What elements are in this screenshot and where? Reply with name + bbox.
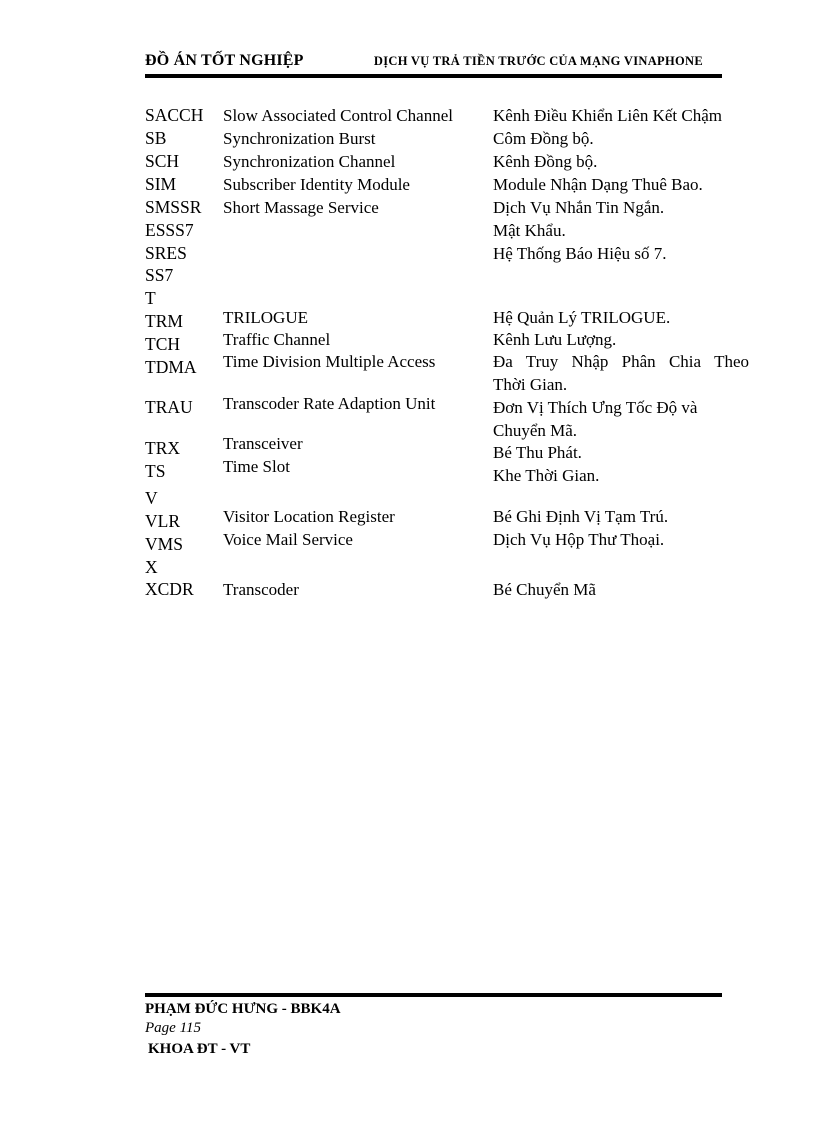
- vietnamese-term-multiline: [493, 396, 697, 442]
- english-term: Time Slot: [223, 457, 290, 476]
- abbreviation: SB: [145, 128, 167, 148]
- english-term: Voice Mail Service: [223, 530, 353, 549]
- abbreviation: TRAU: [145, 397, 193, 417]
- vietnamese-term: Bé Thu Phát.: [493, 443, 582, 462]
- english-term: Slow Associated Control Channel: [223, 106, 453, 125]
- vietnamese-term: Côm Đồng bộ.: [493, 129, 594, 148]
- abbreviation: SRES: [145, 243, 187, 263]
- abbreviation: VLR: [145, 511, 180, 531]
- department: KHOA ĐT - VT: [148, 1041, 251, 1057]
- abbreviation: SIM: [145, 174, 177, 194]
- section-letter: X: [145, 557, 158, 577]
- abbreviation: SCH: [145, 151, 180, 171]
- author-name: PHẠM ĐỨC HƯNG - BBK4A: [145, 1001, 341, 1017]
- vietnamese-term: Kênh Lưu Lượng.: [493, 330, 617, 349]
- abbreviation: SMSSR: [145, 197, 202, 217]
- vietnamese-term: Hệ Thống Báo Hiệu số 7.: [493, 244, 667, 263]
- vietnamese-term: Dịch Vụ Nhắn Tin Ngắn.: [493, 198, 665, 217]
- abbreviation: TS: [145, 461, 166, 481]
- abbreviation: SACCH: [145, 105, 204, 125]
- vietnamese-term: Kênh Điều Khiển Liên Kết Chậm: [493, 106, 722, 125]
- vietnamese-term: Hệ Quản Lý TRILOGUE.: [493, 308, 671, 327]
- abbreviation: ESSS7: [145, 220, 194, 240]
- vietnamese-term: Module Nhận Dạng Thuê Bao.: [493, 175, 703, 194]
- vietnamese-term: Bé Chuyển Mã: [493, 580, 596, 599]
- english-term: Short Massage Service: [223, 198, 379, 217]
- abbreviation: XCDR: [145, 579, 194, 599]
- vietnamese-term: Kênh Đồng bộ.: [493, 152, 598, 171]
- english-term: Synchronization Channel: [223, 152, 396, 171]
- english-term: Traffic Channel: [223, 330, 331, 349]
- vietnamese-term: Đa Truy Nhập Phân Chia Theo: [493, 352, 749, 371]
- vietnamese-term: Khe Thời Gian.: [493, 466, 600, 485]
- english-term: Transcoder Rate Adaption Unit: [223, 394, 436, 413]
- english-term: Visitor Location Register: [223, 507, 395, 526]
- english-term: Transcoder: [223, 580, 299, 599]
- document-subject: DỊCH VỤ TRẢ TIỀN TRƯỚC CỦA MẠNG VINAPHONE: [373, 54, 703, 68]
- page-number: Page 115: [145, 1020, 201, 1036]
- english-term: Synchronization Burst: [223, 129, 376, 148]
- english-term: Time Division Multiple Access: [223, 352, 436, 371]
- vietnamese-term-multiline: [493, 350, 749, 396]
- abbreviation: TRX: [145, 438, 180, 458]
- vietnamese-term: Bé Ghi Định Vị Tạm Trú.: [493, 507, 669, 526]
- vietnamese-term-continued: Chuyển Mã.: [493, 421, 578, 440]
- abbreviation: TDMA: [145, 357, 197, 377]
- footer-divider: [145, 993, 722, 997]
- vietnamese-term: Mật Khẩu.: [493, 221, 566, 240]
- english-term: Subscriber Identity Module: [223, 175, 410, 194]
- thesis-title: ĐỒ ÁN TỐT NGHIỆP: [145, 52, 304, 69]
- section-letter: T: [145, 288, 156, 308]
- section-letter: V: [145, 488, 158, 508]
- vietnamese-term-continued: Thời Gian.: [493, 375, 568, 394]
- abbreviation: TCH: [145, 334, 180, 354]
- english-term: Transceiver: [223, 434, 303, 453]
- abbreviation: VMS: [145, 534, 183, 554]
- abbreviation: TRM: [145, 311, 183, 331]
- vietnamese-term: Dịch Vụ Hộp Thư Thoại.: [493, 530, 665, 549]
- english-term: TRILOGUE: [223, 308, 308, 327]
- abbreviation: SS7: [145, 265, 174, 285]
- vietnamese-term: Đơn Vị Thích Ưng Tốc Độ và: [493, 398, 698, 417]
